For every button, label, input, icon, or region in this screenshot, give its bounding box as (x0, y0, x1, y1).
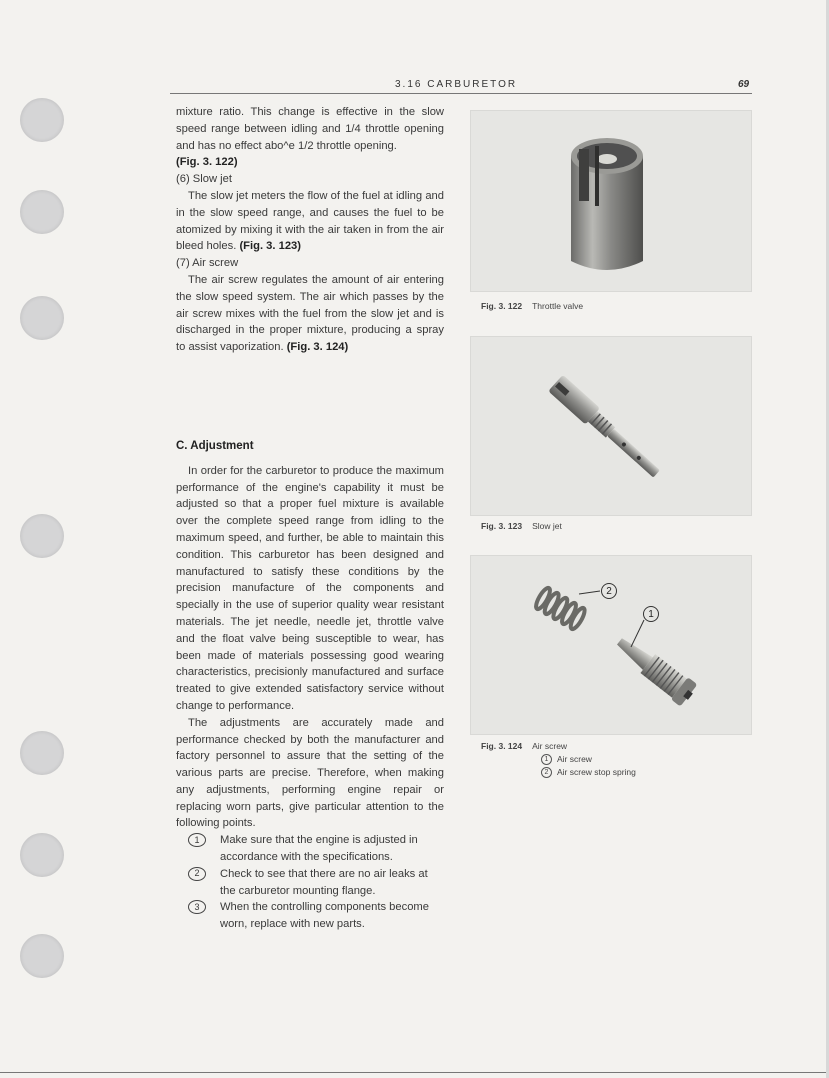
slow-jet-photo (470, 336, 752, 516)
paragraph (176, 272, 444, 356)
list-item (176, 866, 444, 900)
binder-hole (20, 296, 64, 340)
binder-hole (20, 98, 64, 142)
paragraph-text: The slow jet meters the flow of the fuel at idling and in the slow speed range, and causes the fuel to be atomized by mixing it with the air taken in from the air bleed holes. (176, 189, 444, 253)
page-number: 69 (738, 79, 750, 90)
paragraph-text: mixture ratio. This change is effective in the slow speed range between idling and 1/4 throttle opening and has no effect abo^e 1/2 throttle opening. (176, 106, 444, 152)
legend-text: Air screw stop spring (557, 767, 636, 777)
legend-number: 1 (541, 754, 552, 765)
header-rule (170, 93, 752, 94)
figure-caption (481, 521, 562, 531)
list-item (176, 832, 444, 866)
throttle-valve-photo (470, 110, 752, 292)
list-number: 3 (188, 900, 206, 914)
callout-marker: 2 (601, 583, 617, 599)
figure-number: Fig. 3. 122 (481, 301, 523, 311)
subsection-title: (7) Air screw (176, 257, 239, 270)
running-header: 3.16 CARBURETOR (395, 79, 518, 90)
air-screw-photo (470, 555, 752, 735)
binder-hole (20, 190, 64, 234)
figure-legend-item (541, 767, 636, 778)
figure-reference: (Fig. 3. 122) (176, 156, 238, 169)
binder-hole (20, 514, 64, 558)
callout-marker: 1 (643, 606, 659, 622)
binder-hole (20, 833, 64, 877)
section-heading: C. Adjustment (176, 439, 254, 452)
figure-title: Slow jet (532, 521, 562, 531)
figure-number: Fig. 3. 124 (481, 741, 523, 751)
list-item (176, 899, 444, 933)
figure-caption (481, 301, 583, 311)
subsection-title: (6) Slow jet (176, 173, 232, 186)
paragraph-text: The air screw regulates the amount of air entering the slow speed system. The air which passes by the air screw mixes with the fuel from the slow jet and is discharged in the proper mixture, producing a spray to assist vaporization. (176, 273, 444, 354)
legend-number: 2 (541, 767, 552, 778)
figure-caption (481, 741, 567, 751)
figure-legend-item (541, 754, 592, 765)
figure-number: Fig. 3. 123 (481, 521, 523, 531)
list-number: 2 (188, 867, 206, 881)
screw-illustration (611, 630, 699, 707)
paragraph (176, 188, 444, 255)
body-text-column (176, 104, 444, 933)
binder-hole (20, 934, 64, 978)
list-text: Check to see that there are no air leaks at the carburetor mounting flange. (220, 867, 428, 897)
paragraph: The adjustments are accurately made and performance checked by both the manufacturer and factory personnel to assure that the setting of the various parts are precise. Therefore, when making any adjustments, performing engine repair or replacing worn parts, give particular attention to the following points. (176, 716, 444, 830)
legend-text: Air screw (557, 754, 592, 764)
slow-jet-illustration (471, 337, 751, 515)
binder-hole (20, 731, 64, 775)
bottom-edge (0, 1072, 829, 1073)
list-text: When the controlling components become worn, replace with new parts. (220, 901, 429, 931)
list-number: 1 (188, 833, 206, 847)
paragraph: In order for the carburetor to produce the maximum performance of the engine's capability it must be adjusted so that a proper fuel mixture is available over the complete speed range from idling to the maximum speed, and further, be able to maintain this condition. This carburetor has been designed and manufactured to satisfy these conditions by the precision manufacture of the components and specially in the use of superior quality wear resistant materials. The jet needle, needle jet, throttle valve and the float valve being susceptible to wear, has been made of materials possessing good wearing characteristics, precisionly manufactured and surface treated to give extended satisfactory service without change to performance. (176, 464, 444, 712)
paragraph (176, 104, 444, 171)
figure-reference: (Fig. 3. 123) (239, 240, 302, 253)
figure-title: Air screw (532, 741, 568, 751)
figure-title: Throttle valve (532, 301, 584, 311)
spring-illustration (534, 586, 588, 631)
list-text: Make sure that the engine is adjusted in accordance with the specifications. (220, 834, 418, 864)
throttle-valve-illustration (471, 111, 751, 291)
figure-reference: (Fig. 3. 124) (286, 341, 349, 354)
